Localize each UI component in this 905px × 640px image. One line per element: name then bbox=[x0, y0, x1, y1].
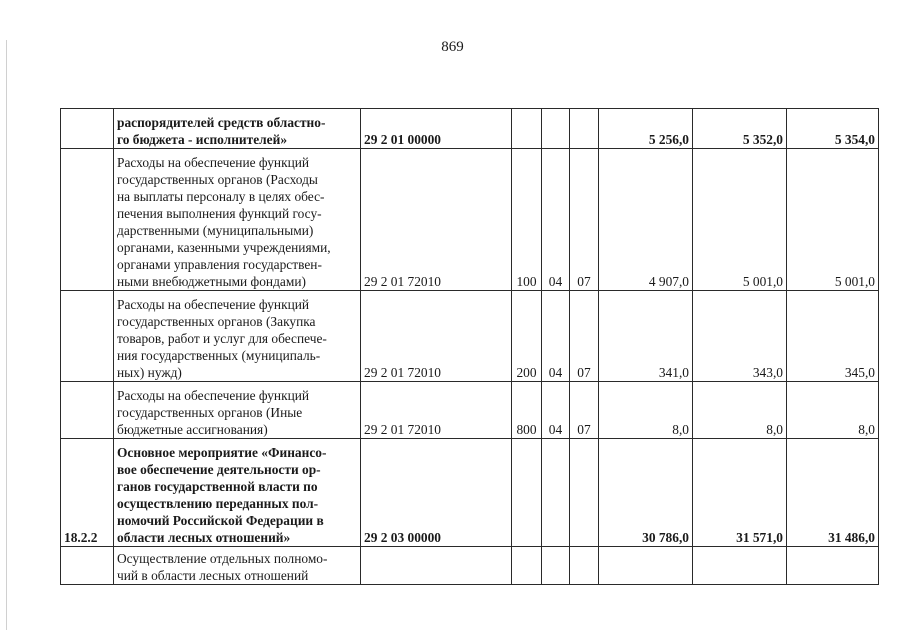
row-number-cell bbox=[61, 291, 114, 382]
amount-year1-cell: 30 786,0 bbox=[599, 439, 693, 547]
table-row bbox=[61, 149, 879, 291]
target-code-cell: 29 2 01 72010 bbox=[361, 149, 512, 291]
row-name-cell bbox=[114, 109, 361, 149]
row-name-cell bbox=[114, 149, 361, 291]
row-name-line: осуществлению переданных пол- bbox=[117, 496, 319, 511]
row-name-cell bbox=[114, 291, 361, 382]
table-row bbox=[61, 547, 879, 585]
row-name-line: вое обеспечение деятельности ор- bbox=[117, 462, 321, 477]
subsection-cell bbox=[570, 547, 599, 585]
table-row bbox=[61, 291, 879, 382]
amount-year1-cell: 5 256,0 bbox=[599, 109, 693, 149]
page-number: 869 bbox=[441, 39, 464, 55]
target-code-cell bbox=[361, 547, 512, 585]
target-code-cell: 29 2 01 00000 bbox=[361, 109, 512, 149]
expense-type-cell bbox=[512, 109, 542, 149]
amount-year3-cell bbox=[787, 547, 879, 585]
section-cell: 04 bbox=[542, 382, 570, 439]
row-name-line: го бюджета - исполнителей» bbox=[117, 132, 288, 147]
amount-year3-cell: 5 354,0 bbox=[787, 109, 879, 149]
amount-year2-cell: 343,0 bbox=[693, 291, 787, 382]
row-name-line: государственных органов (Иные bbox=[117, 405, 303, 420]
amount-year3-cell: 8,0 bbox=[787, 382, 879, 439]
row-name-line: печения выполнения функций госу- bbox=[117, 206, 322, 221]
row-name-line: органами управления государствен- bbox=[117, 257, 322, 272]
row-name-line: бюджетные ассигнования) bbox=[117, 422, 268, 437]
amount-year2-cell: 8,0 bbox=[693, 382, 787, 439]
row-name-line: распорядителей средств областно- bbox=[117, 115, 326, 130]
section-cell: 04 bbox=[542, 291, 570, 382]
amount-year1-cell bbox=[599, 547, 693, 585]
target-code-cell: 29 2 01 72010 bbox=[361, 382, 512, 439]
row-name-line: дарственными (муниципальными) bbox=[117, 223, 314, 238]
row-name-line: на выплаты персоналу в целях обес- bbox=[117, 189, 325, 204]
expense-type-cell: 800 bbox=[512, 382, 542, 439]
amount-year3-cell: 5 001,0 bbox=[787, 149, 879, 291]
row-name-line: государственных органов (Расходы bbox=[117, 172, 318, 187]
row-number-cell: 18.2.2 bbox=[61, 439, 114, 547]
row-name-line: ганов государственной власти по bbox=[117, 479, 318, 494]
row-number-cell bbox=[61, 109, 114, 149]
row-name-line: ния государственных (муниципаль- bbox=[117, 348, 321, 363]
section-cell: 04 bbox=[542, 149, 570, 291]
scan-edge-line bbox=[6, 40, 7, 630]
subsection-cell bbox=[570, 109, 599, 149]
table-row bbox=[61, 382, 879, 439]
section-cell bbox=[542, 547, 570, 585]
expense-type-cell bbox=[512, 439, 542, 547]
target-code-cell: 29 2 03 00000 bbox=[361, 439, 512, 547]
row-name-line: области лесных отношений» bbox=[117, 530, 291, 545]
expense-type-cell: 100 bbox=[512, 149, 542, 291]
row-name-line: Расходы на обеспечение функций bbox=[117, 297, 310, 312]
row-name-line: Осуществление отдельных полномо- bbox=[117, 551, 328, 566]
row-number-cell bbox=[61, 382, 114, 439]
row-name-cell bbox=[114, 382, 361, 439]
table-row bbox=[61, 109, 879, 149]
row-name-line: ных) нужд) bbox=[117, 365, 182, 380]
row-name-line: Расходы на обеспечение функций bbox=[117, 388, 310, 403]
amount-year2-cell: 31 571,0 bbox=[693, 439, 787, 547]
subsection-cell bbox=[570, 439, 599, 547]
amount-year2-cell: 5 352,0 bbox=[693, 109, 787, 149]
row-number-cell bbox=[61, 547, 114, 585]
budget-table bbox=[60, 108, 879, 585]
row-name-line: Основное мероприятие «Финансо- bbox=[117, 445, 327, 460]
row-name-line: Расходы на обеспечение функций bbox=[117, 155, 310, 170]
row-name-cell bbox=[114, 439, 361, 547]
subsection-cell: 07 bbox=[570, 382, 599, 439]
row-name-line: органами, казенными учреждениями, bbox=[117, 240, 331, 255]
row-name-line: товаров, работ и услуг для обеспече- bbox=[117, 331, 327, 346]
amount-year2-cell: 5 001,0 bbox=[693, 149, 787, 291]
amount-year1-cell: 4 907,0 bbox=[599, 149, 693, 291]
section-cell bbox=[542, 439, 570, 547]
row-name-cell bbox=[114, 547, 361, 585]
section-cell bbox=[542, 109, 570, 149]
row-name-line: государственных органов (Закупка bbox=[117, 314, 316, 329]
row-name-line: ными внебюджетными фондами) bbox=[117, 274, 306, 289]
amount-year2-cell bbox=[693, 547, 787, 585]
row-number-cell bbox=[61, 149, 114, 291]
subsection-cell: 07 bbox=[570, 149, 599, 291]
amount-year3-cell: 345,0 bbox=[787, 291, 879, 382]
subsection-cell: 07 bbox=[570, 291, 599, 382]
amount-year1-cell: 341,0 bbox=[599, 291, 693, 382]
expense-type-cell: 200 bbox=[512, 291, 542, 382]
amount-year3-cell: 31 486,0 bbox=[787, 439, 879, 547]
amount-year1-cell: 8,0 bbox=[599, 382, 693, 439]
table-row bbox=[61, 439, 879, 547]
row-name-line: чий в области лесных отношений bbox=[117, 568, 309, 583]
target-code-cell: 29 2 01 72010 bbox=[361, 291, 512, 382]
row-name-line: номочий Российской Федерации в bbox=[117, 513, 324, 528]
expense-type-cell bbox=[512, 547, 542, 585]
